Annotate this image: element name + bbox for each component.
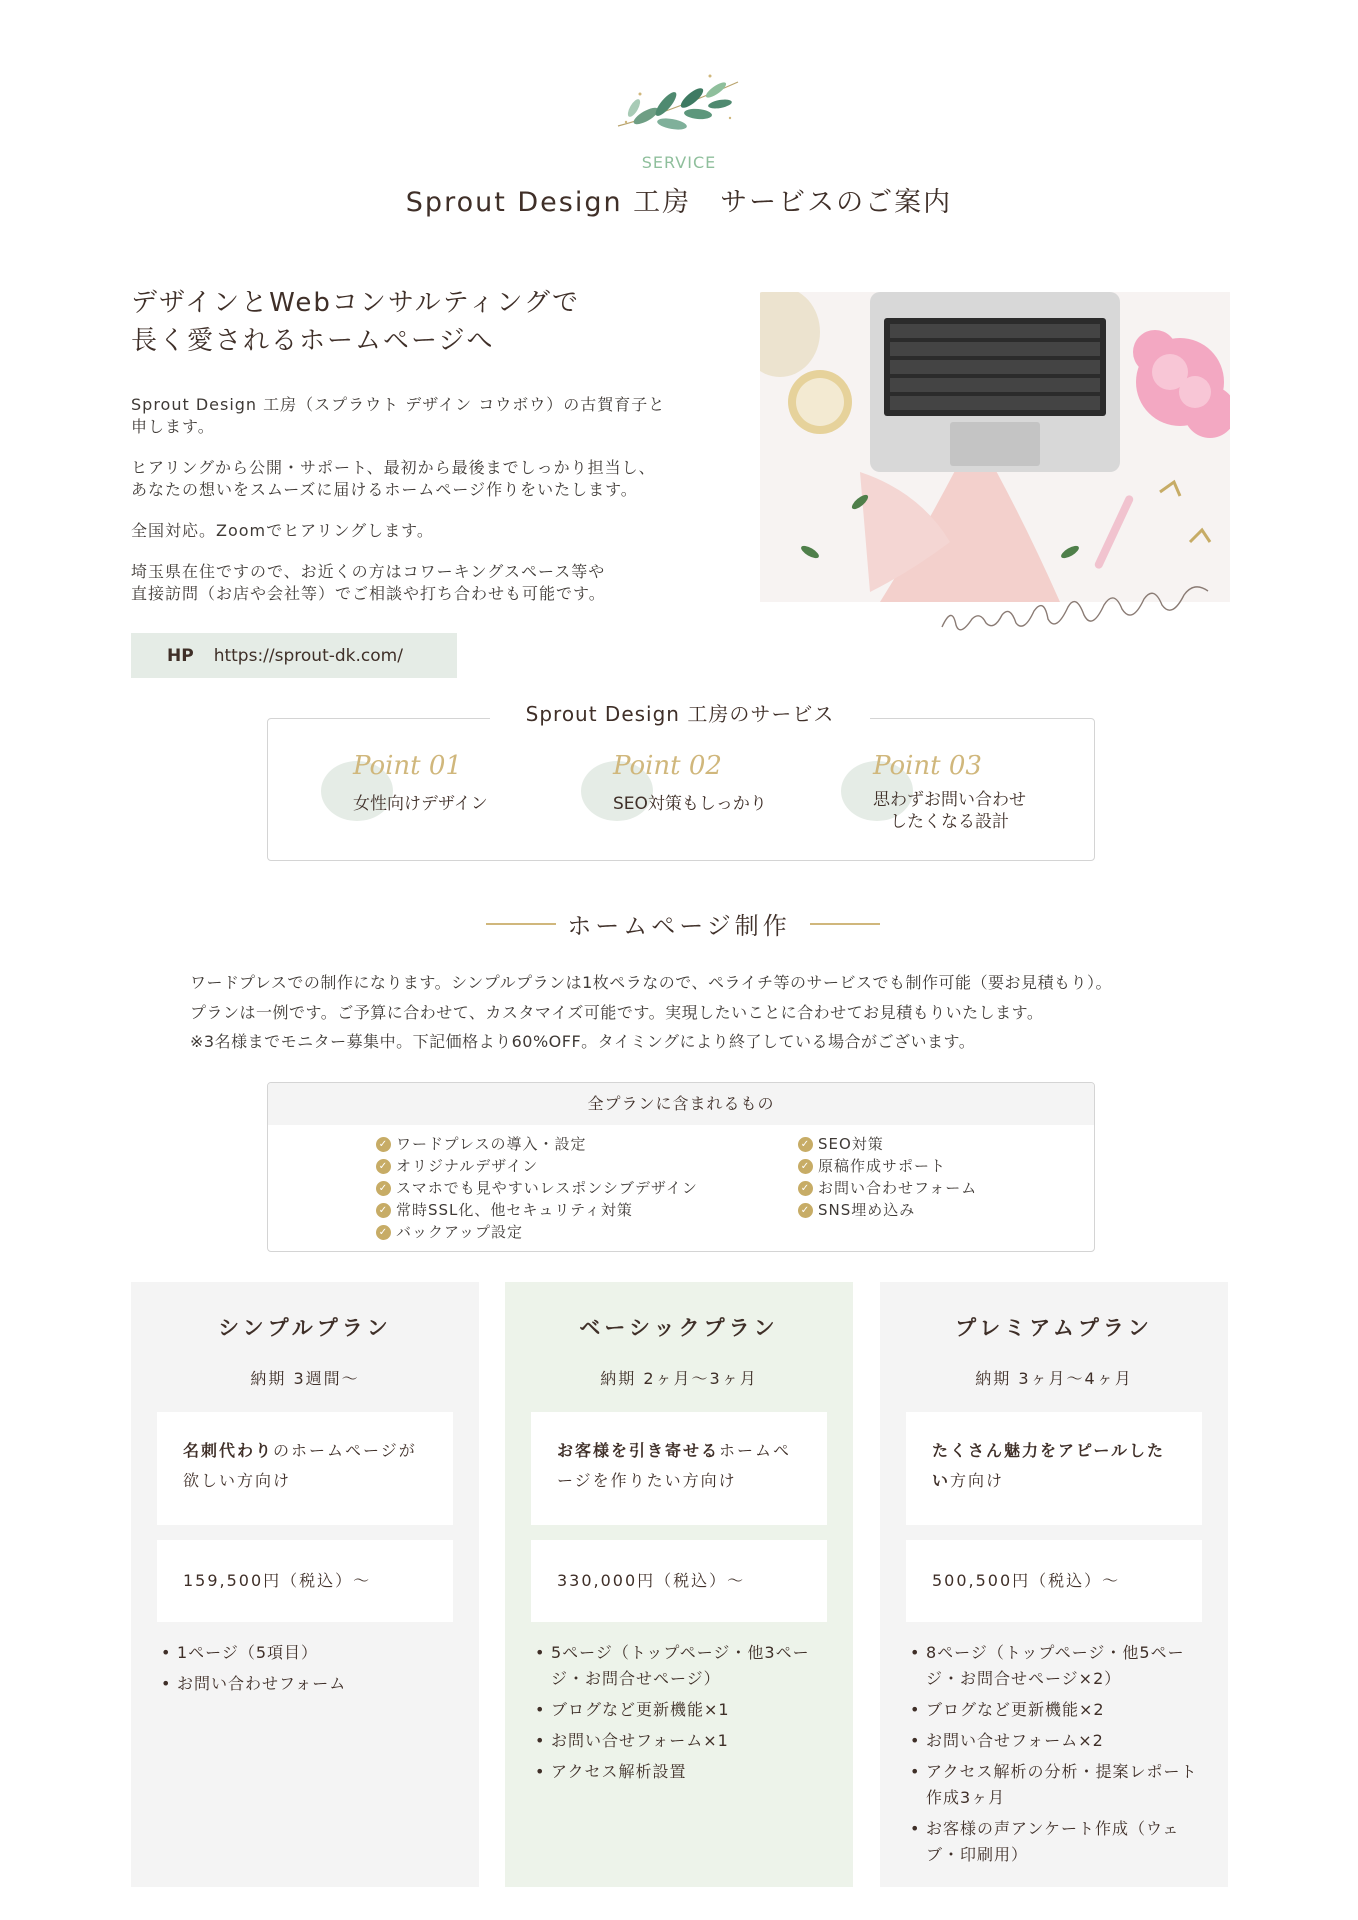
plan-card-simple — [131, 1282, 479, 1887]
intro-paragraph: 全国対応。Zoomでヒアリングします。 — [131, 521, 434, 540]
check-icon: ✓ — [798, 1203, 813, 1218]
point-number: Point 02 — [613, 751, 722, 781]
heading-rule-right — [810, 923, 880, 925]
services-box — [267, 718, 1095, 861]
section-heading: ホームページ制作 — [567, 912, 791, 940]
point-item — [321, 749, 541, 839]
included-item: ✓ お問い合わせフォーム — [798, 1177, 977, 1199]
check-icon: ✓ — [376, 1159, 391, 1174]
check-icon: ✓ — [376, 1203, 391, 1218]
included-item: ✓ 原稿作成サポート — [798, 1155, 977, 1177]
check-icon: ✓ — [798, 1181, 813, 1196]
included-item: ✓ ワードプレスの導入・設定 — [376, 1133, 698, 1155]
included-list-right — [798, 1133, 977, 1221]
plan-term: 納期 3ヶ月〜4ヶ月 — [975, 1369, 1133, 1388]
intro-paragraph: ヒアリングから公開・サポート、最初から最後までしっかり担当し、 あなたの想いをスムーズに届けるホームページ作りをいたします。 — [131, 458, 656, 499]
plan-feature: • 1ページ（5項目） — [161, 1640, 451, 1666]
plan-term: 納期 3週間〜 — [250, 1369, 360, 1388]
plan-description: たくさん魅力をアピールしたい方向け — [906, 1412, 1202, 1525]
plan-card-premium — [880, 1282, 1228, 1887]
point-text: SEO対策もしっかり — [613, 794, 767, 814]
hero-photo — [760, 292, 1230, 602]
plan-feature-list — [161, 1640, 451, 1702]
check-icon: ✓ — [376, 1181, 391, 1196]
plan-feature-list — [535, 1640, 825, 1790]
plan-feature: • 8ページ（トップページ・他5ページ・お問合せページ×2） — [910, 1640, 1200, 1692]
plan-feature: • お問い合わせフォーム — [161, 1671, 451, 1697]
intro-paragraph: Sprout Design 工房（スプラウト デザイン コウボウ）の古賀育子と 申します。 — [131, 395, 666, 436]
point-text: 女性向けデザイン — [353, 794, 488, 814]
service-tag: SERVICE — [641, 153, 717, 172]
plan-price: 500,500円（税込）〜 — [906, 1540, 1202, 1622]
plan-feature: • お客様の声アンケート作成（ウェブ・印刷用） — [910, 1816, 1200, 1868]
intro-paragraph: 埼玉県在住ですので、お近くの方はコワーキングスペース等や 直接訪問（お店や会社等）でご相談や打ち合わせも可能です。 — [131, 562, 606, 603]
included-title: 全プランに含まれるもの — [268, 1083, 1094, 1125]
page-title: Sprout Design 工房 サービスのご案内 — [405, 187, 953, 218]
laptop-illustration — [760, 292, 1230, 602]
check-icon: ✓ — [376, 1225, 391, 1240]
check-icon: ✓ — [798, 1159, 813, 1174]
plan-feature: • アクセス解析設置 — [535, 1759, 825, 1785]
production-paragraph: ※3名様までモニター募集中。下記価格より60%OFF。タイミングにより終了している場合がございます。 — [190, 1032, 976, 1051]
point-item — [841, 749, 1061, 839]
check-icon: ✓ — [798, 1137, 813, 1152]
plan-feature: • 5ページ（トップページ・他3ページ・お問合せページ） — [535, 1640, 825, 1692]
plan-card-basic — [505, 1282, 853, 1887]
included-item: ✓ バックアップ設定 — [376, 1221, 698, 1243]
included-box — [267, 1082, 1095, 1252]
plan-name: プレミアムプラン — [955, 1316, 1153, 1340]
leaf-logo-icon — [610, 64, 750, 144]
hp-url: https://sprout-dk.com/ — [213, 645, 403, 666]
included-item: ✓ スマホでも見やすいレスポンシブデザイン — [376, 1177, 698, 1199]
plan-feature: • アクセス解析の分析・提案レポート作成3ヶ月 — [910, 1759, 1200, 1811]
included-item: ✓ 常時SSL化、他セキュリティ対策 — [376, 1199, 698, 1221]
signature-script-icon — [936, 575, 1216, 645]
plan-feature-list — [910, 1640, 1200, 1873]
plan-term: 納期 2ヶ月〜3ヶ月 — [600, 1369, 758, 1388]
plan-feature: • ブログなど更新機能×1 — [535, 1697, 825, 1723]
included-item: ✓ SEO対策 — [798, 1133, 977, 1155]
plan-feature: • ブログなど更新機能×2 — [910, 1697, 1200, 1723]
plan-name: ベーシックプラン — [579, 1316, 779, 1340]
plan-feature: • お問い合せフォーム×2 — [910, 1728, 1200, 1754]
plan-feature: • お問い合せフォーム×1 — [535, 1728, 825, 1754]
plan-price: 159,500円（税込）〜 — [157, 1540, 453, 1622]
intro-headline: デザインとWebコンサルティングで 長く愛されるホームページへ — [131, 288, 580, 356]
included-list-left — [376, 1133, 698, 1243]
point-number: Point 03 — [873, 751, 982, 781]
point-item — [581, 749, 801, 839]
plan-description: お客様を引き寄せるホームページを作りたい方向け — [531, 1412, 827, 1525]
services-title: Sprout Design 工房のサービス — [490, 698, 870, 727]
production-paragraph: プランは一例です。ご予算に合わせて、カスタマイズ可能です。実現したいことに合わせてお見積もりいたします。 — [190, 1003, 1044, 1022]
plan-price: 330,000円（税込）〜 — [531, 1540, 827, 1622]
plan-name: シンプルプラン — [218, 1316, 392, 1340]
included-item: ✓ オリジナルデザイン — [376, 1155, 698, 1177]
check-icon: ✓ — [376, 1137, 391, 1152]
hp-label: HP — [167, 645, 194, 666]
production-paragraph: ワードプレスでの制作になります。シンプルプランは1枚ペラなので、ペライチ等のサービスでも制作可能（要お見積もり）。 — [190, 973, 1112, 992]
point-number: Point 01 — [353, 751, 462, 781]
plan-description: 名刺代わりのホームページが欲しい方向け — [157, 1412, 453, 1525]
homepage-link[interactable] — [131, 633, 457, 678]
included-item: ✓ SNS埋め込み — [798, 1199, 977, 1221]
point-text: 思わずお問い合わせ したくなる設計 — [873, 790, 1026, 832]
